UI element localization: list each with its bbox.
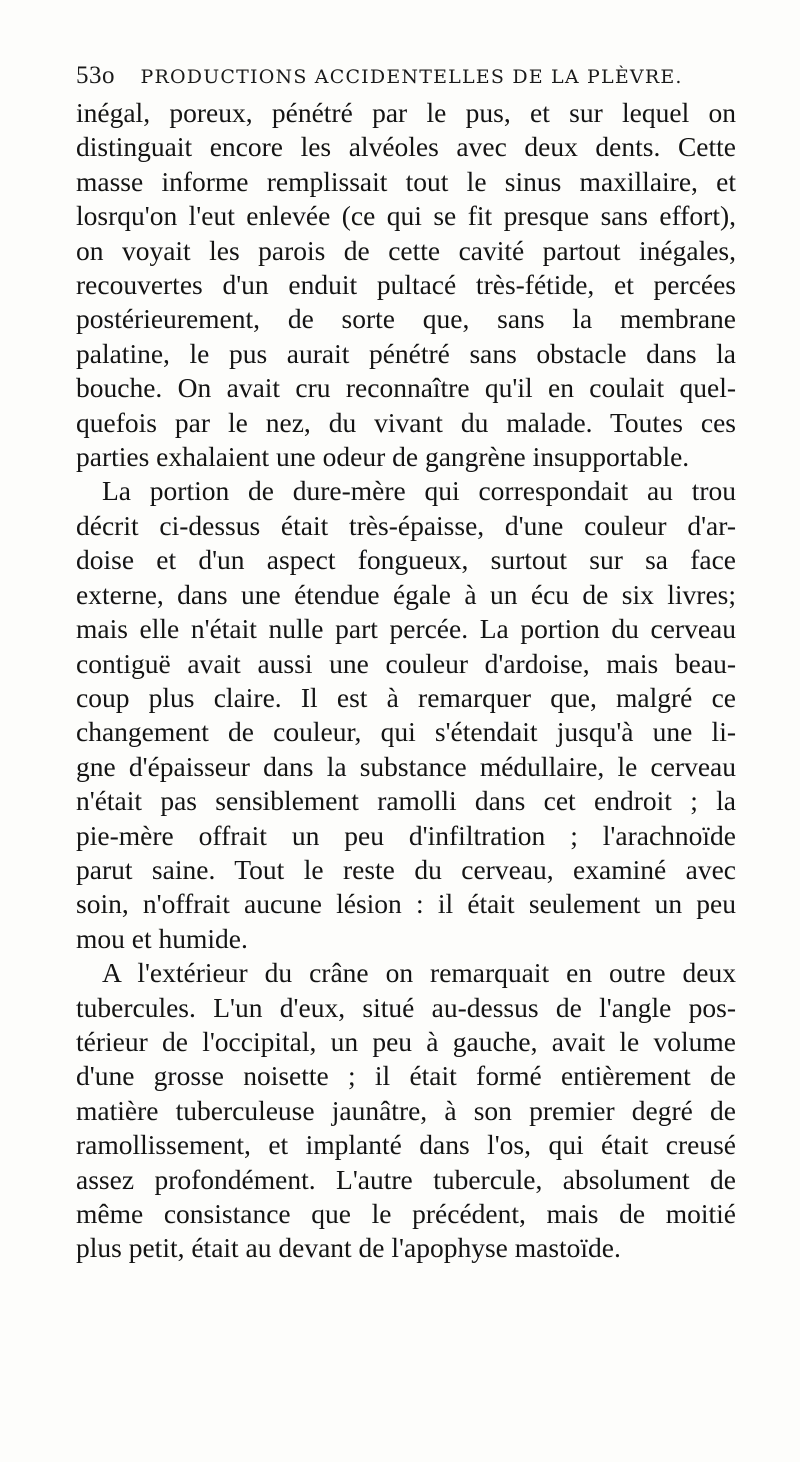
text-line: postérieurement, de sorte que, sans la membrane [76, 303, 736, 335]
body-text [76, 96, 736, 1266]
text-line: pie-mère offrait un peu d'infiltration ; l'arachnoïde [76, 819, 736, 851]
text-line: soin, n'offrait aucune lésion : il était seulement un peu [76, 888, 736, 920]
text-line: assez profondément. L'autre tubercule, absolument de [76, 1163, 736, 1195]
text-line: gne d'épaisseur dans la substance médullaire, le cerveau [76, 750, 736, 782]
text-line: même consistance que le précédent, mais de moitié [76, 1198, 736, 1229]
text-line: masse informe remplissait tout le sinus maxillaire, et [76, 165, 736, 197]
running-title: PRODUCTIONS ACCIDENTELLES DE LA PLÈVRE. [140, 66, 683, 88]
text-line: mais elle n'était nulle part percée. La portion du cerveau [76, 613, 736, 645]
text-line: mou et humide. [76, 922, 248, 954]
text-line: d'une grosse noisette ; il était formé entièrement de [76, 1060, 736, 1092]
text-line: losrqu'on l'eut enlevée (ce qui se fit presque sans effort), [76, 200, 736, 232]
text-line: contiguë avait aussi une couleur d'ardoise, mais beau- [76, 647, 736, 679]
text-line: doise et d'un aspect fongueux, surtout sur sa face [76, 544, 736, 576]
text-line: coup plus claire. Il est à remarquer que, malgré ce [76, 681, 736, 713]
text-line: La portion de dure-mère qui correspondait au trou [102, 475, 736, 507]
text-line: inégal, poreux, pénétré par le pus, et sur lequel on [76, 97, 736, 128]
text-line: changement de couleur, qui s'étendait jusqu'à une li- [76, 716, 736, 748]
paragraph [76, 474, 736, 956]
text-line: palatine, le pus aurait pénétré sans obstacle dans la [76, 337, 736, 369]
text-line: quefois par le nez, du vivant du malade. Toutes ces [76, 406, 736, 438]
text-line: A l'extérieur du crâne on remarquait en outre deux [102, 957, 736, 989]
paragraph [76, 96, 736, 474]
text-line: tubercules. L'un d'eux, situé au-dessus de l'angle pos- [76, 991, 736, 1023]
text-line: on voyait les parois de cette cavité partout inégales, [76, 234, 736, 266]
page-number: 53o [76, 62, 115, 89]
text-line: plus petit, était au devant de l'apophyse mastoïde. [76, 1232, 621, 1264]
text-line: recouvertes d'un enduit pultacé très-fétide, et percées [76, 269, 736, 301]
text-line: ramollissement, et implanté dans l'os, qui était creusé [76, 1129, 736, 1161]
page-header [76, 62, 736, 90]
text-line: térieur de l'occipital, un peu à gauche, avait le volume [76, 1025, 736, 1057]
text-line: externe, dans une étendue égale à un écu de six livres; [76, 578, 736, 610]
text-line: n'était pas sensiblement ramolli dans cet endroit ; la [76, 785, 736, 817]
text-line: matière tuberculeuse jaunâtre, à son premier degré de [76, 1094, 736, 1126]
text-line: distinguait encore les alvéoles avec deux dents. Cette [76, 131, 736, 163]
paragraph [76, 956, 736, 1266]
text-line: parties exhalaient une odeur de gangrène insupportable. [76, 441, 690, 473]
text-line: parut saine. Tout le reste du cerveau, examiné avec [76, 853, 736, 885]
text-line: décrit ci-dessus était très-épaisse, d'une couleur d'ar- [76, 509, 736, 541]
text-line: bouche. On avait cru reconnaître qu'il en coulait quel- [76, 372, 736, 404]
